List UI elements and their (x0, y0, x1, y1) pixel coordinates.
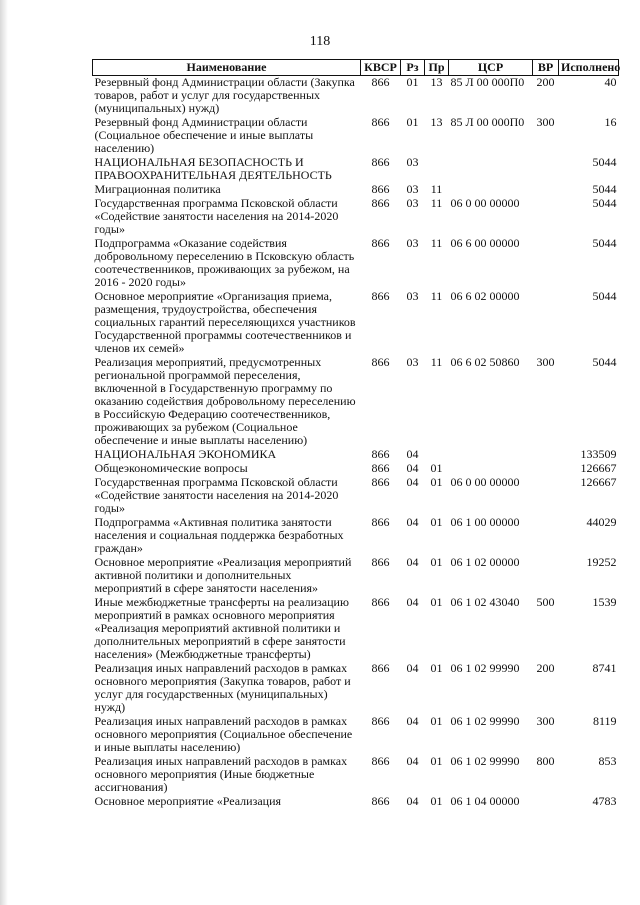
cell-executed: 5044 (592, 196, 617, 210)
cell-kvsr: 866 (371, 196, 390, 210)
cell-rz: 04 (406, 515, 419, 529)
cell-name: Подпрограмма «Оказание содействия добровольному переселению в Псковскую область соотечественников, проживающих за рубежом, на 2016 - 2020 годы» (94, 236, 355, 289)
cell-csr: 06 1 04 00000 (450, 794, 520, 808)
cell-executed: 8119 (592, 714, 617, 728)
cell-kvsr: 866 (371, 447, 390, 461)
table-row (93, 516, 619, 556)
cell-rz: 01 (406, 75, 419, 89)
cell-rz: 04 (406, 447, 419, 461)
cell-name: НАЦИОНАЛЬНАЯ ЭКОНОМИКА (94, 447, 277, 461)
cell-pr: 01 (430, 714, 443, 728)
cell-vr (533, 556, 559, 596)
cell-kvsr: 866 (371, 461, 390, 475)
cell-pr: 01 (430, 595, 443, 609)
cell-csr: 06 1 02 99990 (450, 661, 520, 675)
cell-executed: 4783 (592, 794, 617, 808)
cell-vr: 500 (536, 595, 555, 609)
cell-name: Резервный фонд Администрации области (Социальное обеспечение и иные выплаты населению) (94, 115, 314, 155)
table-row (93, 556, 619, 596)
cell-vr (533, 795, 559, 809)
cell-pr: 11 (430, 289, 443, 303)
cell-name: Реализация иных направлений расходов в рамках основного мероприятия (Социальное обеспечение и иные выплаты населению) (94, 714, 353, 754)
cell-pr: 11 (430, 182, 443, 196)
cell-csr: 06 1 02 99990 (450, 714, 520, 728)
table-row (93, 476, 619, 516)
cell-csr (449, 183, 533, 197)
cell-rz: 03 (406, 155, 419, 169)
table-row (93, 662, 619, 715)
table-row (93, 596, 619, 662)
cell-pr: 13 (430, 75, 443, 89)
cell-vr: 300 (536, 714, 555, 728)
cell-kvsr: 866 (371, 595, 390, 609)
cell-csr: 06 0 00 00000 (450, 475, 520, 489)
cell-csr: 06 6 00 00000 (450, 236, 520, 250)
cell-rz: 03 (406, 182, 419, 196)
col-header-pr: Пр (425, 60, 449, 76)
cell-executed: 133509 (580, 447, 617, 461)
cell-vr (533, 237, 559, 290)
cell-rz: 04 (406, 461, 419, 475)
cell-csr: 06 0 00 00000 (450, 196, 520, 210)
cell-executed: 19252 (586, 555, 617, 569)
cell-kvsr: 866 (371, 515, 390, 529)
cell-csr: 06 1 02 99990 (450, 754, 520, 768)
cell-executed: 40 (604, 75, 617, 89)
cell-name: НАЦИОНАЛЬНАЯ БЕЗОПАСНОСТЬ И ПРАВООХРАНИТЕЛЬНАЯ ДЕЯТЕЛЬНОСТЬ (94, 155, 332, 182)
cell-rz: 04 (406, 555, 419, 569)
cell-csr: 06 6 02 50860 (450, 355, 520, 369)
table-row (93, 156, 619, 183)
cell-pr: 11 (430, 236, 443, 250)
cell-vr: 200 (536, 75, 555, 89)
table-row (93, 448, 619, 462)
cell-vr (533, 197, 559, 237)
cell-executed: 1539 (592, 595, 617, 609)
cell-kvsr: 866 (371, 75, 390, 89)
cell-executed: 126667 (580, 461, 617, 475)
table-row (93, 755, 619, 795)
cell-executed: 5044 (592, 236, 617, 250)
cell-rz: 03 (406, 355, 419, 369)
cell-vr (533, 462, 559, 476)
cell-rz: 01 (406, 115, 419, 129)
cell-name: Реализация иных направлений расходов в рамках основного мероприятия (Иные бюджетные ассигнования) (94, 754, 348, 794)
cell-name: Подпрограмма «Активная политика занятости населения и социальная поддержка безработных граждан» (94, 515, 344, 555)
col-header-rz: Рз (401, 60, 425, 76)
cell-name: Основное мероприятие «Реализация (94, 794, 282, 808)
cell-pr (425, 448, 449, 462)
cell-kvsr: 866 (371, 115, 390, 129)
cell-rz: 03 (406, 196, 419, 210)
cell-pr: 11 (430, 196, 443, 210)
cell-csr (449, 448, 533, 462)
table-row (93, 462, 619, 476)
cell-executed: 16 (604, 115, 617, 129)
cell-pr: 01 (430, 515, 443, 529)
cell-pr: 01 (430, 661, 443, 675)
cell-csr: 06 6 02 00000 (450, 289, 520, 303)
table-row (93, 197, 619, 237)
cell-vr: 200 (536, 661, 555, 675)
cell-name: Резервный фонд Администрации области (Закупка товаров, работ и услуг для государственных (муниципальных) нужд) (94, 75, 355, 115)
cell-name: Общеэкономические вопросы (94, 461, 248, 475)
cell-pr: 01 (430, 461, 443, 475)
table-row (93, 795, 619, 809)
col-header-name: Наименование (93, 60, 361, 76)
cell-csr (449, 156, 533, 183)
cell-csr: 06 1 00 00000 (450, 515, 520, 529)
cell-name: Иные межбюджетные трансферты на реализацию мероприятий в рамках основного мероприятия «Реализация мероприятий активной политики и дополнительных мероприятий в сфере занятости населения» (Межбюджетные трансферты) (94, 595, 349, 661)
cell-vr (533, 476, 559, 516)
cell-csr: 85 Л 00 000П0 (450, 75, 525, 89)
cell-csr (449, 462, 533, 476)
cell-rz: 04 (406, 661, 419, 675)
cell-executed: 126667 (580, 475, 617, 489)
cell-rz: 03 (406, 236, 419, 250)
cell-name: Реализация мероприятий, предусмотренных региональной программой переселения, включенной в Государственную программу по оказанию содействия добровольному переселению в Российскую Федерацию соотечественников, проживающих за рубежом (Социальное обеспечение и иные выплаты населению) (94, 355, 356, 447)
cell-name: Государственная программа Псковской области «Содействие занятости населения на 2014-2020 годы» (94, 475, 339, 515)
cell-pr: 01 (430, 475, 443, 489)
cell-kvsr: 866 (371, 794, 390, 808)
cell-kvsr: 866 (371, 555, 390, 569)
cell-executed: 44029 (586, 515, 617, 529)
cell-rz: 04 (406, 475, 419, 489)
cell-vr (533, 448, 559, 462)
cell-name: Основное мероприятие «Реализация мероприятий активной политики и дополнительных мероприятий в сфере занятости населения» (94, 555, 352, 595)
cell-kvsr: 866 (371, 475, 390, 489)
cell-executed: 5044 (592, 289, 617, 303)
cell-executed: 5044 (592, 155, 617, 169)
cell-executed: 853 (598, 754, 617, 768)
page-number: 118 (309, 34, 331, 49)
cell-executed: 5044 (592, 355, 617, 369)
col-header-executed: Исполнено (559, 60, 619, 76)
cell-vr: 800 (536, 754, 555, 768)
cell-vr: 300 (536, 115, 555, 129)
cell-vr (533, 183, 559, 197)
cell-pr: 13 (430, 115, 443, 129)
table-row (93, 237, 619, 290)
cell-pr: 01 (430, 794, 443, 808)
cell-kvsr: 866 (371, 155, 390, 169)
cell-vr: 300 (536, 355, 555, 369)
cell-pr (425, 156, 449, 183)
table-row (93, 356, 619, 448)
cell-name: Государственная программа Псковской области «Содействие занятости населения на 2014-2020 годы» (94, 196, 339, 236)
cell-csr: 06 1 02 00000 (450, 555, 520, 569)
cell-pr: 01 (430, 555, 443, 569)
cell-executed: 5044 (592, 182, 617, 196)
cell-csr: 85 Л 00 000П0 (450, 115, 525, 129)
cell-vr (533, 290, 559, 356)
cell-rz: 03 (406, 289, 419, 303)
cell-kvsr: 866 (371, 661, 390, 675)
cell-executed: 8741 (592, 661, 617, 675)
cell-kvsr: 866 (371, 754, 390, 768)
cell-rz: 04 (406, 595, 419, 609)
table-row (93, 116, 619, 156)
budget-table (92, 59, 619, 809)
cell-kvsr: 866 (371, 355, 390, 369)
cell-pr: 11 (430, 355, 443, 369)
table-row (93, 290, 619, 356)
table-row (93, 183, 619, 197)
cell-name: Реализация иных направлений расходов в рамках основного мероприятия (Закупка товаров, работ и услуг для государственных (муниципальных) нужд) (94, 661, 351, 714)
cell-name: Основное мероприятие «Организация приема, размещения, трудоустройства, обеспечения социальных гарантий переселяющихся участников Государственной программы соотечественников и членов их семей» (94, 289, 356, 355)
table-header-row (93, 60, 619, 76)
cell-csr: 06 1 02 43040 (450, 595, 520, 609)
table-row (93, 715, 619, 755)
col-header-kvsr: КВСР (361, 60, 401, 76)
cell-vr (533, 156, 559, 183)
scan-edge (0, 0, 8, 905)
cell-rz: 04 (406, 794, 419, 808)
cell-pr: 01 (430, 754, 443, 768)
cell-rz: 04 (406, 754, 419, 768)
cell-rz: 04 (406, 714, 419, 728)
col-header-vr: ВР (533, 60, 559, 76)
cell-vr (533, 516, 559, 556)
table-row (93, 76, 619, 117)
cell-kvsr: 866 (371, 289, 390, 303)
cell-name: Миграционная политика (94, 182, 221, 196)
cell-kvsr: 866 (371, 236, 390, 250)
col-header-csr: ЦСР (449, 60, 533, 76)
cell-kvsr: 866 (371, 182, 390, 196)
cell-kvsr: 866 (371, 714, 390, 728)
